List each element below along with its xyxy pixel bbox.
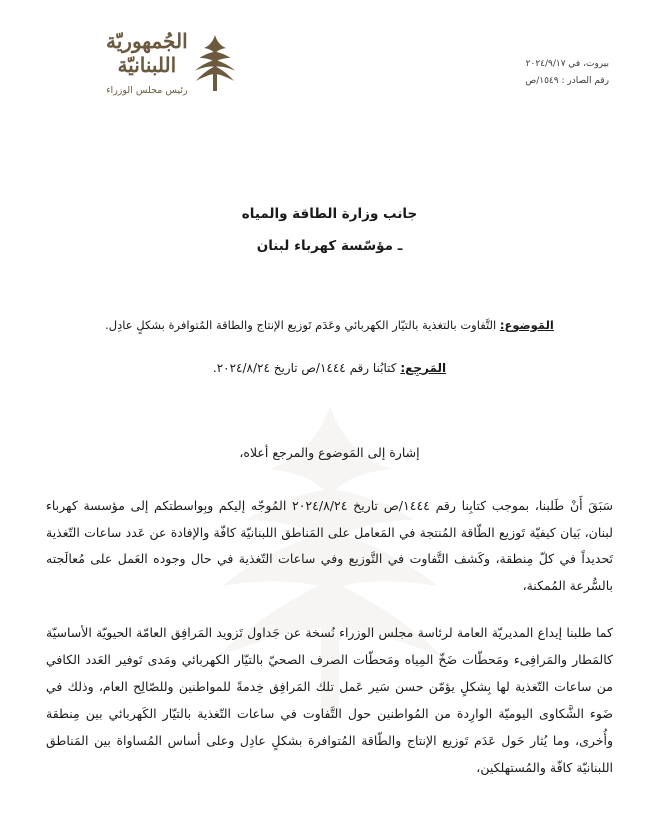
emblem-text <box>106 30 188 96</box>
emblem-line-2: اللبنانيّة <box>117 53 177 77</box>
letterhead <box>46 30 613 140</box>
addressee-block <box>46 198 613 263</box>
republic-emblem <box>106 30 236 96</box>
document-meta <box>525 56 609 90</box>
reference-label: المَرجِع: <box>400 360 447 375</box>
body-intro: إشارة إلى المَوضوع والمرجع أعلاه، <box>239 444 420 460</box>
addressee-line-2: ـ مؤسّسة كهرباء لبنان <box>256 238 403 255</box>
cedar-tree-icon <box>194 34 236 92</box>
subject-reference-block <box>46 311 613 384</box>
body-paragraph-2: كما طلبنا إيداع المديريّة العامة لرئاسة مجلس الوزراء نُسخة عن جَداول تَزويد المَرافِق العامّة الحيويّة الأساسيّة كالمَطار والمَرافِىء ومَحطّات ضَخّ المِياه ومَحطّات الصرف الصحيّ بالتيّار الكهربائي ومَدى تَوفير العَدد الكافي من ساعات التّغذية لها بِشكلٍ يؤمّن حسن سَير عَمل تلك المَرافِق خِدمةً للمواطنين وللصّالِح العام، وذلك في ضَوء الشَّكاوى اليوميّة الوارِدة من المُواطنين حول التَّفاوت في ساعات التّغذية بالتيّار الكَهربائي بين مِنطقة وأُخرى، وما يُثار حَول عَدَم تَوزيع الإنتاج والطّاقة المُتوافرة بشكلٍ عادِل وعلى أساس المُساواة بين المَناطق اللبنانيّة كافّة والمُستهلكين، <box>46 625 613 775</box>
body-paragraph-1: سَبَقَ أَنْ طَلبنا، بموجب كتابِنا رقم ١٤٤٤/ص تاريخ ٢٠٢٤/٨/٢٤ المُوجّه إليكم وبِواسطتكم إلى مؤسسة كهرباء لبنان، بَيان كيفيّة تَوزيع الطّاقة المُنتجة في المَعامل على المَناطق اللبنانيّة كافّة والإفادة عن عَدد ساعات التّغذية تَحديداً في كلّ مِنطقة، وكَشف التَّفاوت في التَّوزيع وفي ساعات التّغذية في حال وجوده العَمل على مُعالَجته بالسُّرعة المُمكنة، <box>46 497 613 594</box>
subject-line <box>46 311 613 341</box>
letter-body <box>46 440 613 782</box>
subject-label: المَوضوع: <box>499 317 554 332</box>
subject-value: التَّفاوت بالتغذية بالتيّار الكهربائي وعَدَم تَوزيع الإنتاج والطاقة المُتوافرة بشكلٍ عادِل. <box>105 317 497 332</box>
document-number: رقم الصادر : ١٥٤٩/ص <box>525 76 609 87</box>
addressee-line-1: جانب وزارة الطاقة والمياه <box>241 206 418 222</box>
emblem-subtitle: رئيس مجلس الوزراء <box>106 85 188 96</box>
reference-line <box>46 353 613 384</box>
emblem-line-1: الجُمهوريّة <box>106 29 188 53</box>
reference-value: كتابُنا رقم ١٤٤٤/ص تاريخ ٢٠٢٤/٨/٢٤. <box>212 360 397 375</box>
document-date: بيروت، في ٢٠٢٤/٩/١٧ <box>525 59 609 69</box>
